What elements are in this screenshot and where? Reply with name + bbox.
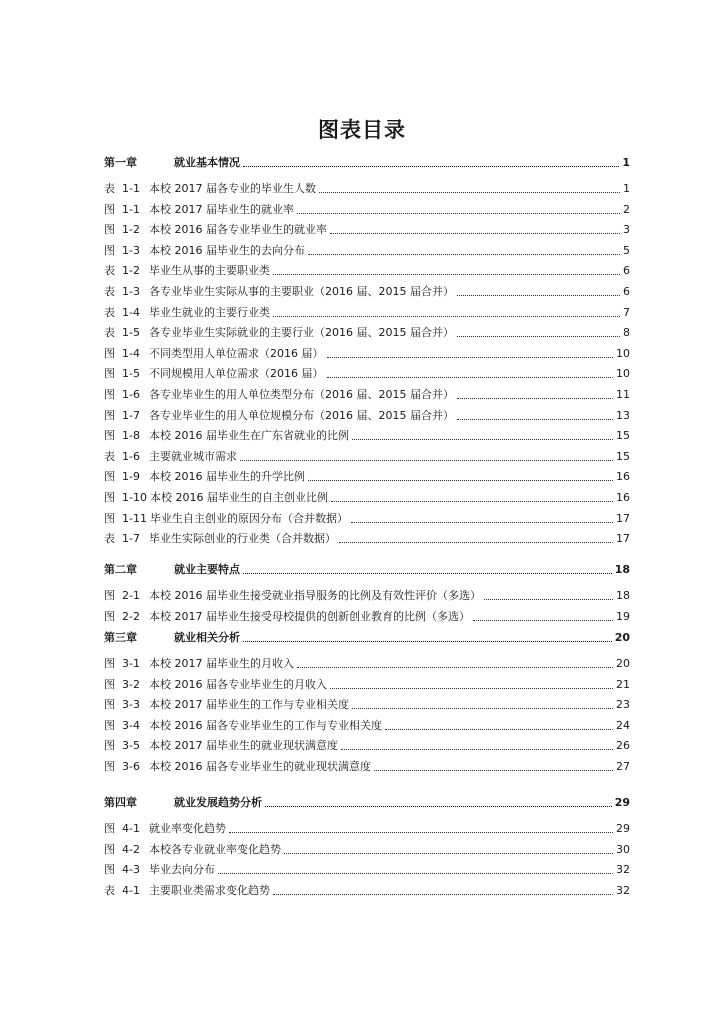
dot-leader bbox=[297, 213, 620, 214]
dot-leader bbox=[352, 708, 613, 709]
dot-leader bbox=[473, 620, 613, 621]
dot-leader bbox=[331, 501, 613, 502]
entry-page-number: 3 bbox=[623, 223, 630, 237]
entry-page-number: 17 bbox=[616, 532, 630, 546]
entry-kind: 图 bbox=[104, 243, 115, 257]
entry-kind: 图 bbox=[104, 842, 115, 856]
entry-label: 本校 2017 届各专业的毕业生人数 bbox=[149, 182, 316, 195]
entry-page-number: 18 bbox=[616, 589, 630, 602]
toc-entry-row[interactable] bbox=[104, 446, 630, 464]
toc-entry-row[interactable] bbox=[104, 219, 630, 237]
toc-chapter-row[interactable] bbox=[104, 627, 630, 645]
entry-number: 3-2 bbox=[122, 677, 140, 691]
entry-number: 1-7 bbox=[122, 408, 140, 422]
entry-page-number: 32 bbox=[616, 883, 630, 897]
entry-kind: 表 bbox=[104, 532, 115, 546]
dot-leader bbox=[243, 166, 619, 167]
dot-leader bbox=[308, 480, 613, 481]
entry-label: 各专业毕业生的用人单位规模分布（2016 届、2015 届合并） bbox=[149, 408, 454, 422]
entry-page-number: 11 bbox=[616, 388, 630, 401]
entry-page-number: 10 bbox=[616, 367, 630, 381]
entry-number: 1-8 bbox=[122, 429, 140, 443]
entry-label: 就业率变化趋势 bbox=[149, 822, 226, 835]
dot-leader bbox=[327, 377, 614, 378]
entry-label: 毕业生就业的主要行业类 bbox=[149, 305, 270, 319]
dot-leader bbox=[457, 336, 620, 337]
entry-kind: 图 bbox=[104, 609, 115, 623]
dot-leader bbox=[284, 853, 613, 854]
entry-label: 本校 2016 届毕业生的升学比例 bbox=[149, 470, 305, 484]
entry-number: 1-7 bbox=[122, 532, 140, 546]
dot-leader bbox=[229, 832, 613, 833]
entry-number: 3-6 bbox=[122, 760, 140, 773]
entry-page-number: 10 bbox=[616, 346, 630, 360]
toc-entry-row[interactable] bbox=[104, 756, 630, 774]
toc-entry-row[interactable] bbox=[104, 528, 630, 546]
entry-page-number: 29 bbox=[616, 822, 630, 835]
entry-kind: 图 bbox=[104, 822, 115, 835]
entry-page-number: 6 bbox=[623, 264, 630, 278]
entry-number: 4-2 bbox=[122, 842, 140, 856]
entry-kind: 图 bbox=[104, 388, 115, 401]
toc-entry-row[interactable] bbox=[104, 694, 630, 712]
entry-number: 1-1 bbox=[122, 182, 140, 195]
toc-entry-row[interactable] bbox=[104, 405, 630, 423]
entry-page-number: 26 bbox=[616, 739, 630, 753]
entry-kind: 表 bbox=[104, 883, 115, 897]
entry-label: 各专业毕业生的用人单位类型分布（2016 届、2015 届合并） bbox=[149, 388, 454, 401]
entry-number: 1-6 bbox=[122, 449, 140, 463]
dot-leader bbox=[327, 357, 614, 358]
entry-page-number: 6 bbox=[623, 285, 630, 298]
entry-kind: 图 bbox=[104, 718, 115, 732]
entry-kind: 图 bbox=[104, 367, 115, 381]
dot-leader bbox=[273, 316, 620, 317]
entry-page-number: 7 bbox=[623, 305, 630, 319]
entry-kind: 图 bbox=[104, 698, 115, 712]
entry-number: 1-1 bbox=[122, 202, 140, 216]
entry-page-number: 15 bbox=[616, 429, 630, 443]
entry-page-number: 23 bbox=[616, 698, 630, 712]
dot-leader bbox=[273, 274, 620, 275]
entry-label: 毕业生从事的主要职业类 bbox=[149, 264, 270, 278]
dot-leader bbox=[308, 254, 620, 255]
entry-kind: 图 bbox=[104, 346, 115, 360]
chapter-number: 第二章 bbox=[104, 563, 137, 576]
entry-page-number: 32 bbox=[616, 863, 630, 877]
entry-page-number: 20 bbox=[616, 657, 630, 670]
entry-label: 本校 2017 届毕业生接受母校提供的创新创业教育的比例（多选） bbox=[149, 609, 470, 623]
toc-entry-row[interactable] bbox=[104, 425, 630, 443]
toc-entry-row[interactable] bbox=[104, 281, 630, 299]
dot-leader bbox=[341, 749, 613, 750]
entry-number: 1-11 bbox=[122, 511, 147, 525]
entry-page-number: 17 bbox=[616, 511, 630, 525]
entry-label: 本校 2016 届各专业毕业生的月收入 bbox=[149, 677, 327, 691]
entry-number: 2-1 bbox=[122, 589, 140, 602]
entry-kind: 图 bbox=[104, 223, 115, 237]
entry-label: 主要就业城市需求 bbox=[149, 449, 237, 463]
entry-label: 本校 2017 届毕业生的就业率 bbox=[149, 202, 294, 216]
entry-page-number: 13 bbox=[616, 408, 630, 422]
entry-kind: 图 bbox=[104, 589, 115, 602]
dot-leader bbox=[297, 667, 613, 668]
entry-number: 1-5 bbox=[122, 367, 140, 381]
toc-entry-row[interactable] bbox=[104, 466, 630, 484]
entry-page-number: 16 bbox=[616, 491, 630, 504]
entry-kind: 表 bbox=[104, 264, 115, 278]
entry-kind: 图 bbox=[104, 863, 115, 877]
entry-number: 1-3 bbox=[122, 243, 140, 257]
dot-leader bbox=[243, 573, 612, 574]
entry-number: 1-4 bbox=[122, 305, 140, 319]
dot-leader bbox=[457, 295, 620, 296]
toc-entry-row[interactable] bbox=[104, 508, 630, 526]
chapter-title: 就业主要特点 bbox=[174, 563, 240, 576]
entry-label: 毕业生自主创业的原因分布（合并数据） bbox=[150, 511, 348, 525]
entry-number: 3-5 bbox=[122, 739, 140, 753]
toc-entry-row[interactable] bbox=[104, 585, 630, 603]
entry-label: 本校 2016 届毕业生的去向分布 bbox=[149, 243, 305, 257]
entry-number: 4-1 bbox=[122, 822, 140, 835]
toc-entry-row[interactable] bbox=[104, 178, 630, 196]
dot-leader bbox=[385, 729, 613, 730]
entry-kind: 表 bbox=[104, 449, 115, 463]
dot-leader bbox=[218, 873, 613, 874]
entry-kind: 图 bbox=[104, 470, 115, 484]
entry-kind: 图 bbox=[104, 429, 115, 443]
entry-page-number: 30 bbox=[616, 842, 630, 856]
chapter-page-number: 1 bbox=[622, 156, 630, 169]
entry-kind: 图 bbox=[104, 408, 115, 422]
dot-leader bbox=[374, 770, 613, 771]
entry-number: 1-2 bbox=[122, 223, 140, 237]
entry-label: 各专业毕业生实际就业的主要行业（2016 届、2015 届合并） bbox=[149, 326, 454, 340]
dot-leader bbox=[457, 419, 613, 420]
entry-number: 1-4 bbox=[122, 346, 140, 360]
chapter-title: 就业基本情况 bbox=[174, 156, 240, 169]
chapter-title: 就业相关分析 bbox=[174, 631, 240, 644]
entry-label: 本校 2016 届毕业生的自主创业比例 bbox=[150, 491, 328, 504]
dot-leader bbox=[484, 599, 613, 600]
entry-label: 本校 2016 届各专业毕业生的就业率 bbox=[149, 223, 327, 237]
entry-kind: 表 bbox=[104, 285, 115, 298]
toc-entry-row[interactable] bbox=[104, 818, 630, 836]
entry-number: 4-3 bbox=[122, 863, 140, 877]
entry-kind: 图 bbox=[104, 677, 115, 691]
dot-leader bbox=[273, 894, 613, 895]
toc-entry-row[interactable] bbox=[104, 839, 630, 857]
toc-entry-row[interactable] bbox=[104, 363, 630, 381]
entry-page-number: 15 bbox=[616, 449, 630, 463]
dot-leader bbox=[457, 398, 613, 399]
entry-label: 本校 2017 届毕业生的工作与专业相关度 bbox=[149, 698, 349, 712]
chapter-page-number: 20 bbox=[614, 631, 630, 644]
entry-kind: 图 bbox=[104, 202, 115, 216]
toc-entry-row[interactable] bbox=[104, 343, 630, 361]
toc-chapter-row[interactable] bbox=[104, 152, 630, 170]
entry-label: 本校 2016 届毕业生在广东省就业的比例 bbox=[149, 429, 349, 443]
entry-label: 本校 2016 届各专业毕业生的就业现状满意度 bbox=[149, 760, 371, 773]
entry-number: 1-5 bbox=[122, 326, 140, 340]
entry-number: 3-4 bbox=[122, 718, 140, 732]
entry-kind: 图 bbox=[104, 491, 115, 504]
chapter-page-number: 18 bbox=[614, 563, 630, 576]
dot-leader bbox=[243, 641, 612, 642]
entry-page-number: 19 bbox=[616, 609, 630, 623]
entry-number: 1-2 bbox=[122, 264, 140, 278]
toc-entry-row[interactable] bbox=[104, 674, 630, 692]
entry-label: 各专业毕业生实际从事的主要职业（2016 届、2015 届合并） bbox=[149, 285, 454, 298]
entry-kind: 图 bbox=[104, 760, 115, 773]
entry-label: 本校各专业就业率变化趋势 bbox=[149, 842, 281, 856]
entry-page-number: 8 bbox=[623, 326, 630, 340]
entry-kind: 表 bbox=[104, 305, 115, 319]
toc-entry-row[interactable] bbox=[104, 199, 630, 217]
toc-entry-row[interactable] bbox=[104, 880, 630, 898]
entry-page-number: 2 bbox=[623, 202, 630, 216]
chapter-number: 第四章 bbox=[104, 796, 137, 809]
entry-page-number: 27 bbox=[616, 760, 630, 773]
page-title: 图表目录 bbox=[318, 118, 406, 142]
toc-chapter-row[interactable] bbox=[104, 792, 630, 810]
toc-entry-row[interactable] bbox=[104, 487, 630, 505]
toc-entry-row[interactable] bbox=[104, 260, 630, 278]
entry-kind: 表 bbox=[104, 326, 115, 340]
toc-entry-row[interactable] bbox=[104, 715, 630, 733]
entry-kind: 图 bbox=[104, 511, 115, 525]
toc-entry-row[interactable] bbox=[104, 859, 630, 877]
entry-label: 本校 2016 届各专业毕业生的工作与专业相关度 bbox=[149, 718, 382, 732]
entry-number: 1-3 bbox=[122, 285, 140, 298]
toc-entry-row[interactable] bbox=[104, 653, 630, 671]
chapter-page-number: 29 bbox=[614, 796, 630, 809]
toc-entry-row[interactable] bbox=[104, 606, 630, 624]
entry-page-number: 21 bbox=[616, 677, 630, 691]
entry-page-number: 24 bbox=[616, 718, 630, 732]
entry-label: 不同规模用人单位需求（2016 届） bbox=[149, 367, 324, 381]
entry-label: 本校 2016 届毕业生接受就业指导服务的比例及有效性评价（多选） bbox=[149, 589, 481, 602]
entry-label: 本校 2017 届毕业生的月收入 bbox=[149, 657, 294, 670]
entry-page-number: 5 bbox=[623, 243, 630, 257]
toc-entry-row[interactable] bbox=[104, 322, 630, 340]
entry-label: 不同类型用人单位需求（2016 届） bbox=[149, 346, 324, 360]
toc-entry-row[interactable] bbox=[104, 302, 630, 320]
toc-chapter-row[interactable] bbox=[104, 559, 630, 577]
entry-kind: 图 bbox=[104, 657, 115, 670]
entry-page-number: 16 bbox=[616, 470, 630, 484]
entry-label: 毕业生实际创业的行业类（合并数据） bbox=[149, 532, 336, 546]
entry-page-number: 1 bbox=[623, 182, 630, 195]
dot-leader bbox=[352, 439, 613, 440]
entry-number: 1-6 bbox=[122, 388, 140, 401]
entry-number: 1-10 bbox=[122, 491, 147, 504]
entry-kind: 图 bbox=[104, 739, 115, 753]
chapter-number: 第三章 bbox=[104, 631, 137, 644]
entry-number: 3-3 bbox=[122, 698, 140, 712]
dot-leader bbox=[351, 522, 613, 523]
dot-leader bbox=[330, 688, 613, 689]
dot-leader bbox=[339, 542, 613, 543]
entry-number: 3-1 bbox=[122, 657, 140, 670]
entry-number: 1-9 bbox=[122, 470, 140, 484]
entry-label: 毕业去向分布 bbox=[149, 863, 215, 877]
entry-number: 2-2 bbox=[122, 609, 140, 623]
entry-kind: 表 bbox=[104, 182, 115, 195]
chapter-title: 就业发展趋势分析 bbox=[174, 796, 262, 809]
entry-label: 本校 2017 届毕业生的就业现状满意度 bbox=[149, 739, 338, 753]
toc-entry-row[interactable] bbox=[104, 384, 630, 402]
entry-number: 4-1 bbox=[122, 883, 140, 897]
entry-label: 主要职业类需求变化趋势 bbox=[149, 883, 270, 897]
chapter-number: 第一章 bbox=[104, 156, 137, 169]
dot-leader bbox=[240, 460, 613, 461]
toc-entry-row[interactable] bbox=[104, 735, 630, 753]
dot-leader bbox=[330, 233, 620, 234]
dot-leader bbox=[319, 192, 620, 193]
toc-entry-row[interactable] bbox=[104, 240, 630, 258]
dot-leader bbox=[265, 806, 612, 807]
